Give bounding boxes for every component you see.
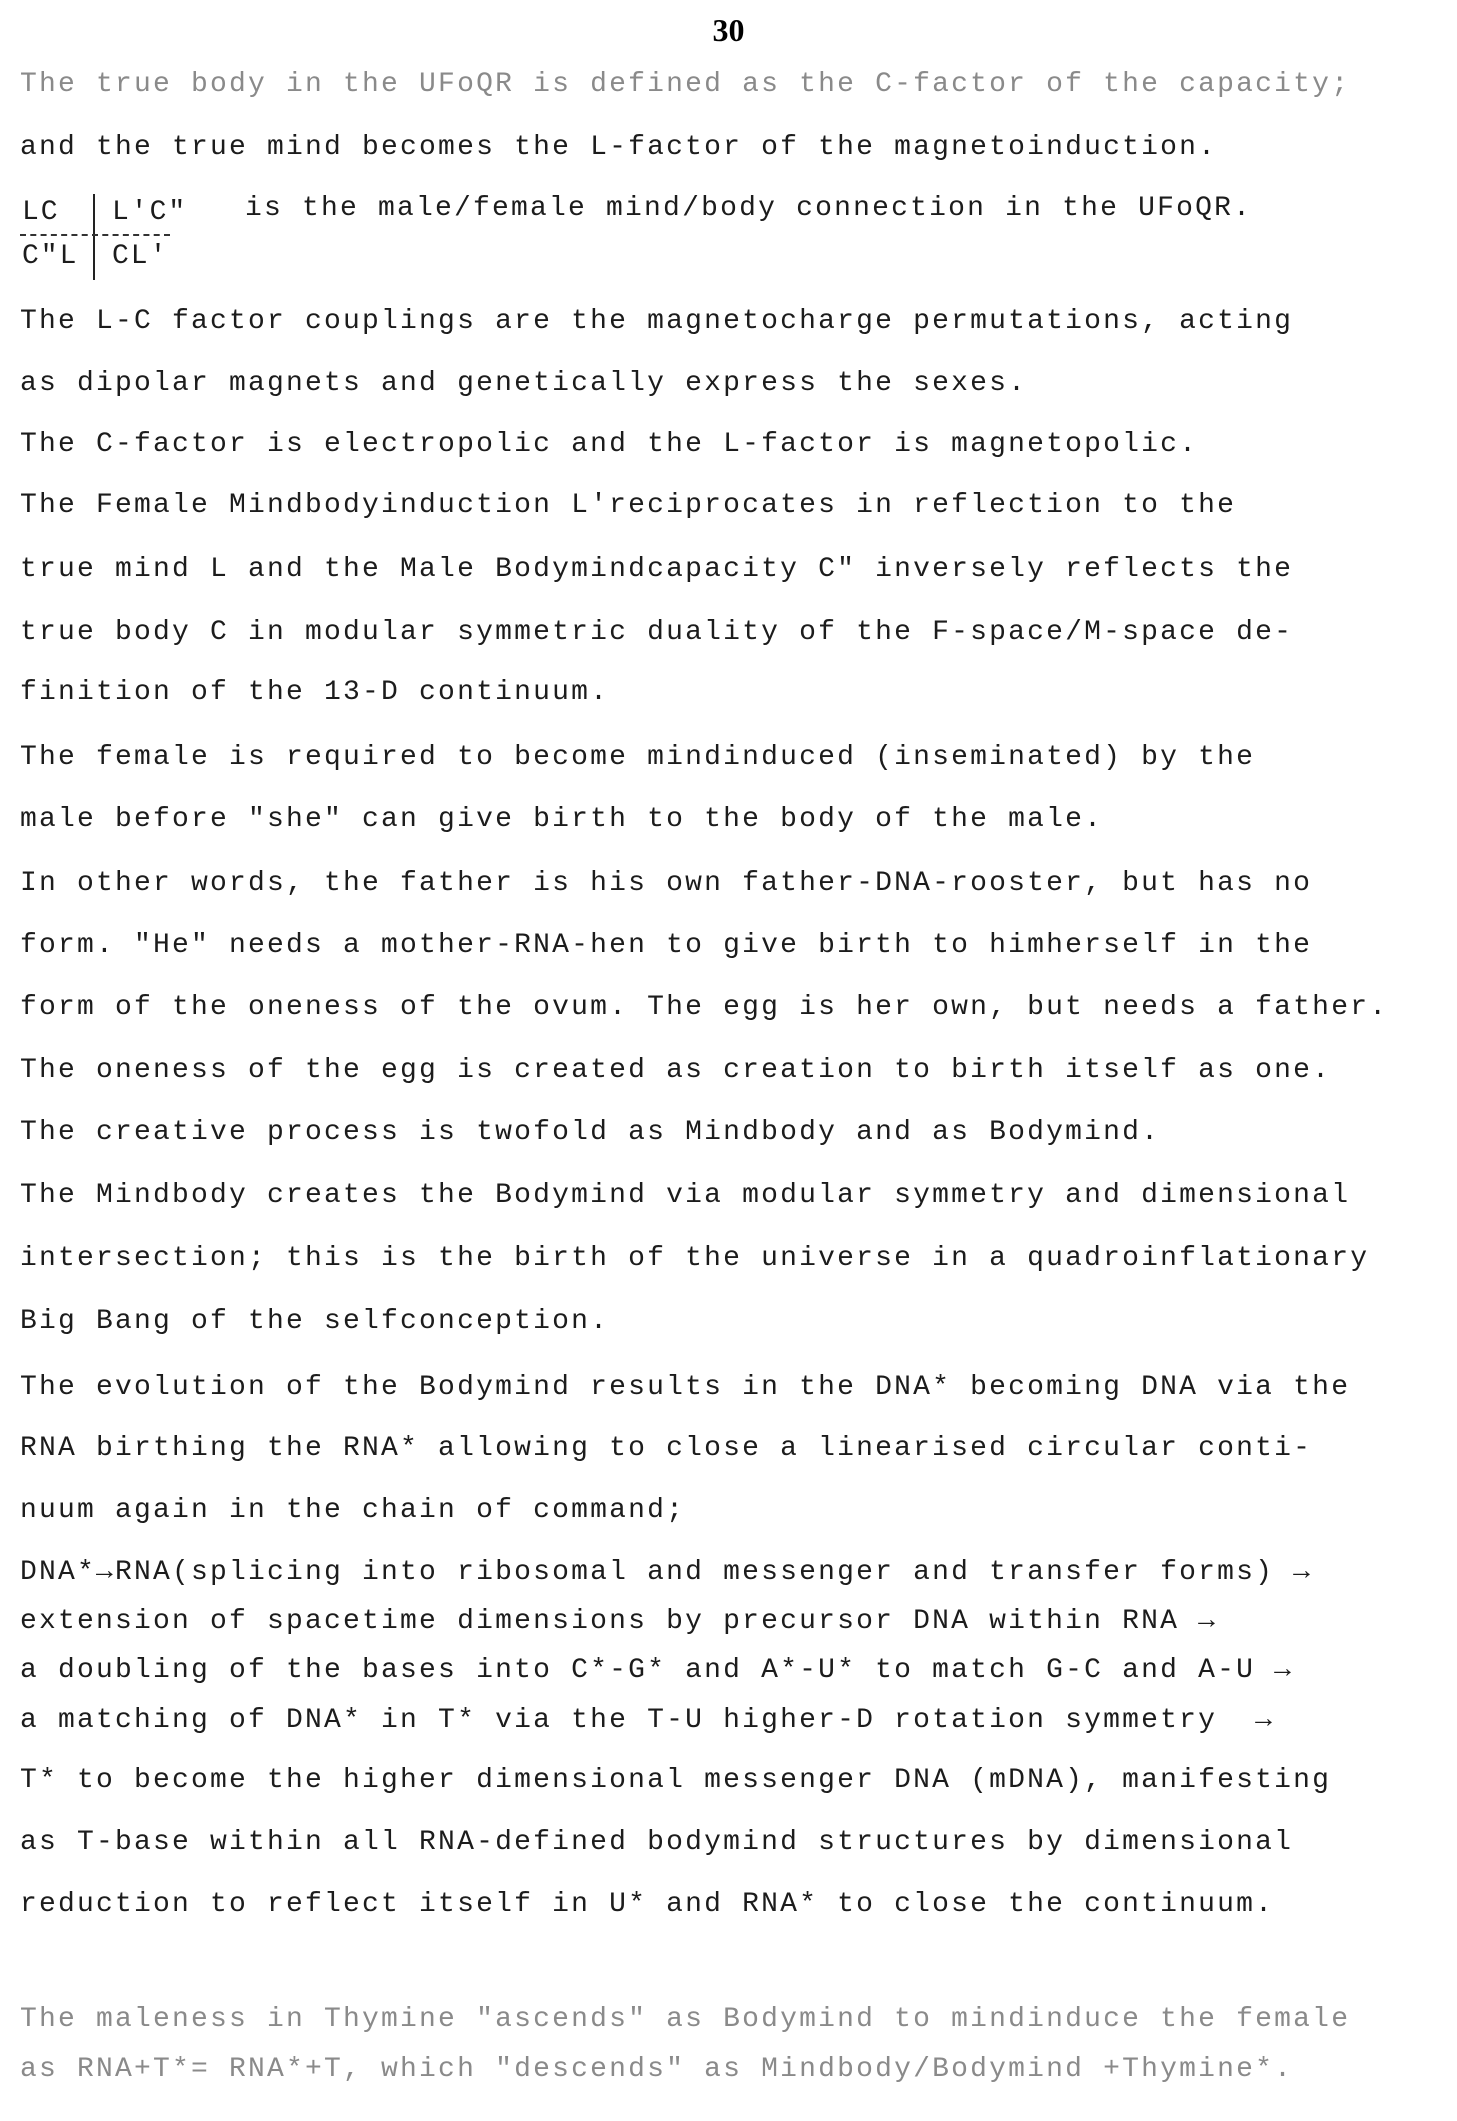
text-line: finition of the 13-D continuum. bbox=[20, 677, 610, 708]
text-line: as RNA+T*= RNA*+T, which "descends" as Mindbody/Bodymind +Thymine*. bbox=[20, 2054, 1294, 2085]
text-line: Big Bang of the selfconception. bbox=[20, 1306, 610, 1337]
text-line: true body C in modular symmetric duality of the F-space/M-space de- bbox=[20, 617, 1294, 648]
text-line: RNA birthing the RNA* allowing to close a linearised circular conti- bbox=[20, 1433, 1313, 1464]
text-line: nuum again in the chain of command; bbox=[20, 1495, 686, 1526]
text-line: DNA*→RNA(splicing into ribosomal and messenger and transfer forms) → bbox=[20, 1557, 1313, 1588]
text-line: T* to become the higher dimensional messenger DNA (mDNA), manifesting bbox=[20, 1765, 1332, 1796]
text-line: true mind L and the Male Bodymindcapacity C" inversely reflects the bbox=[20, 554, 1294, 585]
text-line: In other words, the father is his own father-DNA-rooster, but has no bbox=[20, 868, 1313, 899]
text-line: The evolution of the Bodymind results in the DNA* becoming DNA via the bbox=[20, 1372, 1351, 1403]
mind-body-connection-diagram bbox=[20, 192, 200, 282]
text-line: a matching of DNA* in T* via the T-U higher-D rotation symmetry → bbox=[20, 1705, 1275, 1736]
text-line: form of the oneness of the ovum. The egg is her own, but needs a father. bbox=[20, 992, 1389, 1023]
text-line: extension of spacetime dimensions by precursor DNA within RNA → bbox=[20, 1606, 1218, 1637]
page-number: 30 bbox=[712, 12, 745, 48]
text-line: The creative process is twofold as Mindbody and as Bodymind. bbox=[20, 1117, 1161, 1148]
text-line: a doubling of the bases into C*-G* and A*-U* to match G-C and A-U → bbox=[20, 1655, 1294, 1686]
text-line: The C-factor is electropolic and the L-factor is magnetopolic. bbox=[20, 429, 1199, 460]
text-line: The true body in the UFoQR is defined as the C-factor of the capacity; bbox=[20, 69, 1351, 100]
connection-bottom-left: C"L bbox=[22, 241, 79, 272]
text-line: The Female Mindbodyinduction L'reciprocates in reflection to the bbox=[20, 490, 1237, 521]
text-line: The female is required to become mindinduced (inseminated) by the bbox=[20, 742, 1256, 773]
text-line: The maleness in Thymine "ascends" as Bodymind to mindinduce the female bbox=[20, 2004, 1351, 2035]
text-line: as dipolar magnets and genetically express the sexes. bbox=[20, 368, 1028, 399]
text-line: and the true mind becomes the L-factor of the magnetoinduction. bbox=[20, 132, 1218, 163]
text-line: The L-C factor couplings are the magnetocharge permutations, acting bbox=[20, 306, 1294, 337]
text-line: The Mindbody creates the Bodymind via modular symmetry and dimensional bbox=[20, 1180, 1351, 1211]
connection-horizontal-divider bbox=[20, 234, 170, 236]
text-line: reduction to reflect itself in U* and RNA* to close the continuum. bbox=[20, 1889, 1275, 1920]
connection-top-right: L'C" bbox=[112, 197, 188, 228]
connection-vertical-divider bbox=[93, 194, 95, 280]
connection-caption: is the male/female mind/body connection in the UFoQR. bbox=[245, 193, 1253, 224]
connection-bottom-right: CL' bbox=[112, 241, 169, 272]
text-line: male before "she" can give birth to the body of the male. bbox=[20, 804, 1104, 835]
text-line: The oneness of the egg is created as creation to birth itself as one. bbox=[20, 1055, 1332, 1086]
text-line: as T-base within all RNA-defined bodymind structures by dimensional bbox=[20, 1827, 1294, 1858]
text-line: form. "He" needs a mother-RNA-hen to give birth to himherself in the bbox=[20, 930, 1313, 961]
text-line: intersection; this is the birth of the universe in a quadroinflationary bbox=[20, 1243, 1370, 1274]
connection-top-left: LC bbox=[22, 197, 60, 228]
